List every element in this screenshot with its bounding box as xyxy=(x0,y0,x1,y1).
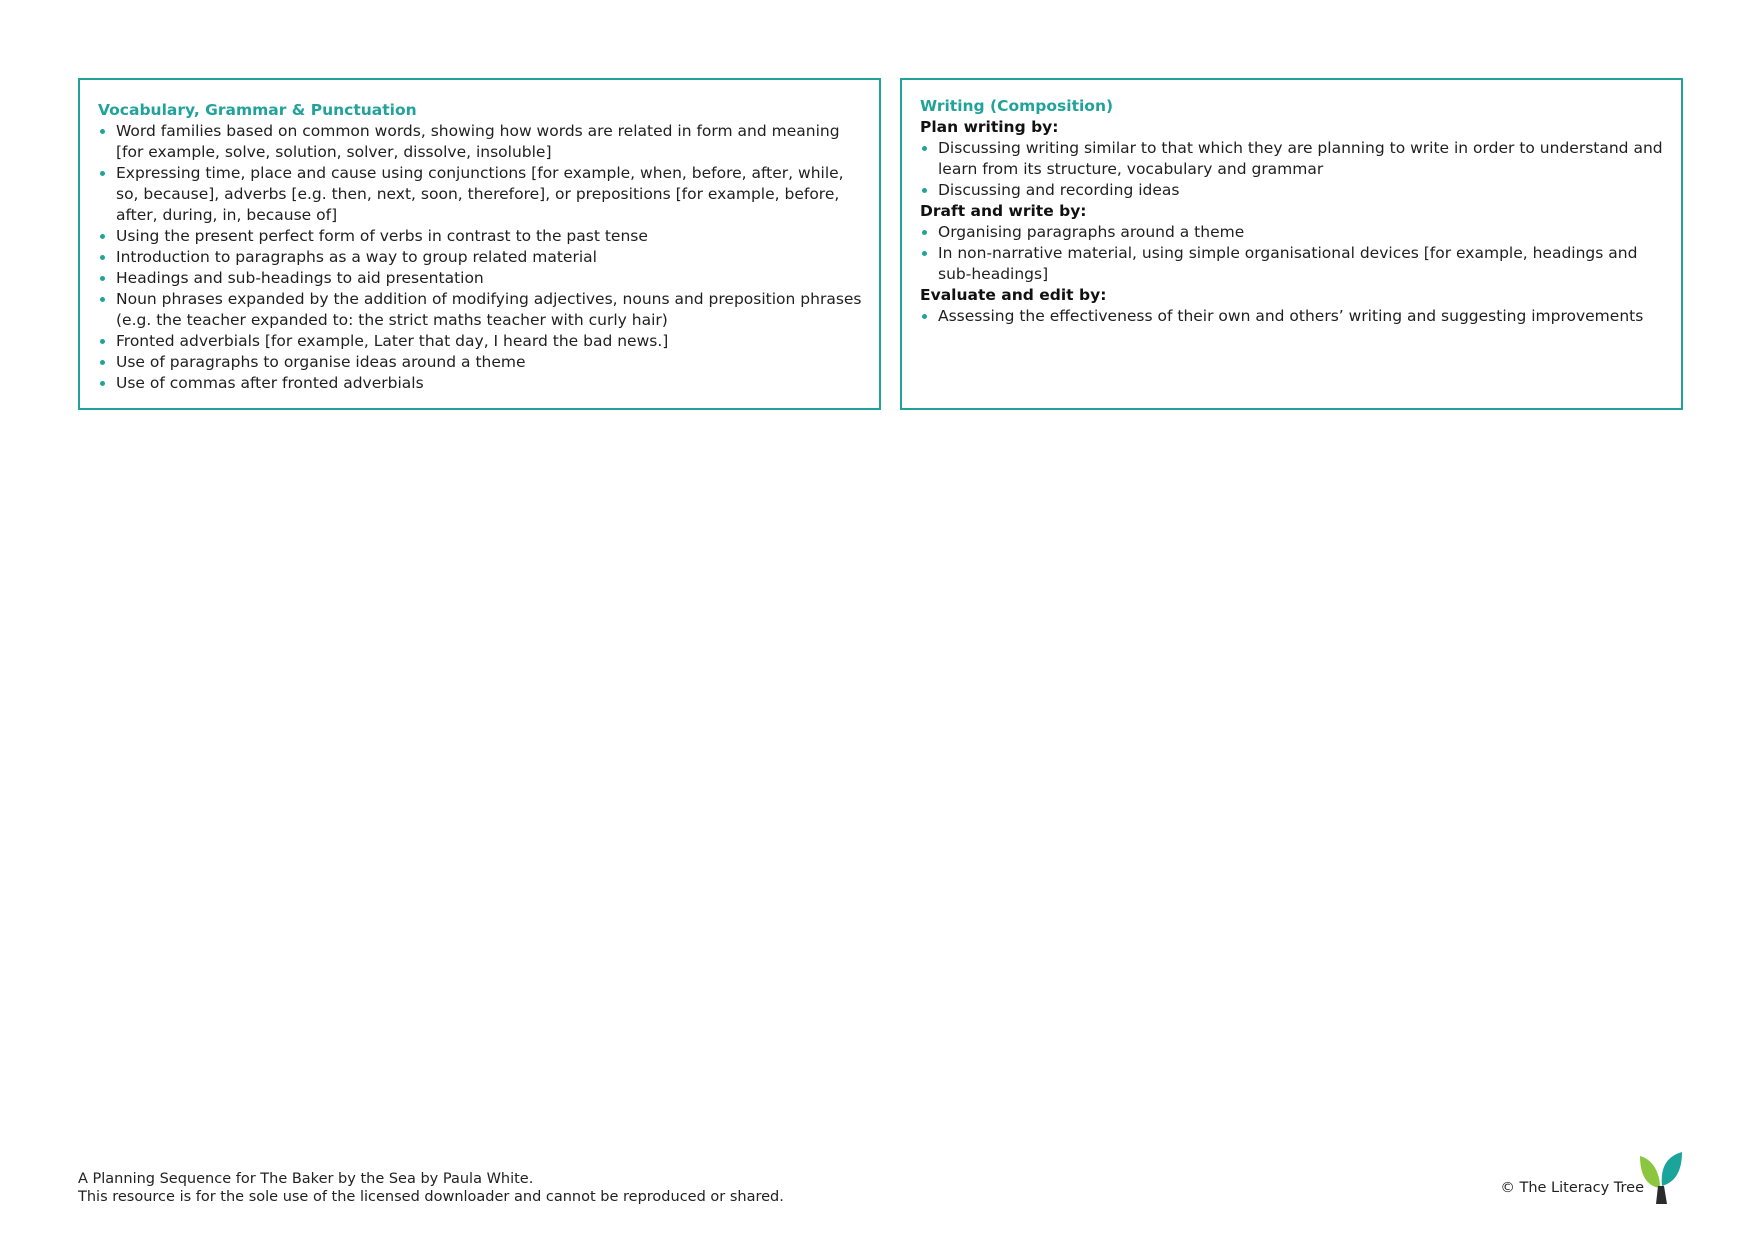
footer-text xyxy=(78,1170,784,1206)
list-item: Word families based on common words, showing how words are related in form and meaning [for example, solve, solution, solver, dissolve, insoluble] xyxy=(98,121,863,163)
list-item: Using the present perfect form of verbs in contrast to the past tense xyxy=(98,226,863,247)
list-item: Use of commas after fronted adverbials xyxy=(98,373,863,394)
list-item: Use of paragraphs to organise ideas around a theme xyxy=(98,352,863,373)
plan-heading: Plan writing by: xyxy=(920,118,1059,136)
list-item: Introduction to paragraphs as a way to group related material xyxy=(98,247,863,268)
list-item: Fronted adverbials [for example, Later that day, I heard the bad news.] xyxy=(98,331,863,352)
draft-heading: Draft and write by: xyxy=(920,202,1087,220)
list-item: Noun phrases expanded by the addition of modifying adjectives, nouns and preposition phrases (e.g. the teacher expanded to: the strict maths teacher with curly hair) xyxy=(98,289,863,331)
evaluate-heading: Evaluate and edit by: xyxy=(920,286,1107,304)
list-item: Expressing time, place and cause using conjunctions [for example, when, before, after, while, so, because], adverbs [e.g. then, next, soon, therefore], or prepositions [for example, before, after, during, in, because of] xyxy=(98,163,863,226)
list-item: Discussing writing similar to that which they are planning to write in order to understand and learn from its structure, vocabulary and grammar xyxy=(920,138,1665,180)
footer-line-1: A Planning Sequence for The Baker by the Sea by Paula White. xyxy=(78,1171,534,1187)
list-item: Discussing and recording ideas xyxy=(920,180,1665,201)
list-item: In non-narrative material, using simple organisational devices [for example, headings and sub-headings] xyxy=(920,243,1665,285)
draft-list xyxy=(920,222,1665,285)
footer-line-2: This resource is for the sole use of the licensed downloader and cannot be reproduced or shared. xyxy=(78,1189,784,1205)
logo-trunk xyxy=(1656,1186,1667,1204)
vocabulary-grammar-title: Vocabulary, Grammar & Punctuation xyxy=(98,101,417,119)
writing-composition-box xyxy=(900,78,1683,410)
vocabulary-grammar-list xyxy=(98,121,863,394)
writing-composition-title: Writing (Composition) xyxy=(920,97,1114,115)
evaluate-list xyxy=(920,306,1665,327)
plan-list xyxy=(920,138,1665,201)
tree-logo-icon xyxy=(1638,1152,1684,1204)
list-item: Assessing the effectiveness of their own and others’ writing and suggesting improvements xyxy=(920,306,1665,327)
list-item: Headings and sub-headings to aid presentation xyxy=(98,268,863,289)
list-item: Organising paragraphs around a theme xyxy=(920,222,1665,243)
logo-left-leaf xyxy=(1640,1156,1660,1188)
copyright-text: © The Literacy Tree xyxy=(1500,1180,1644,1196)
logo-right-leaf xyxy=(1662,1152,1682,1186)
vocabulary-grammar-box xyxy=(78,78,881,410)
